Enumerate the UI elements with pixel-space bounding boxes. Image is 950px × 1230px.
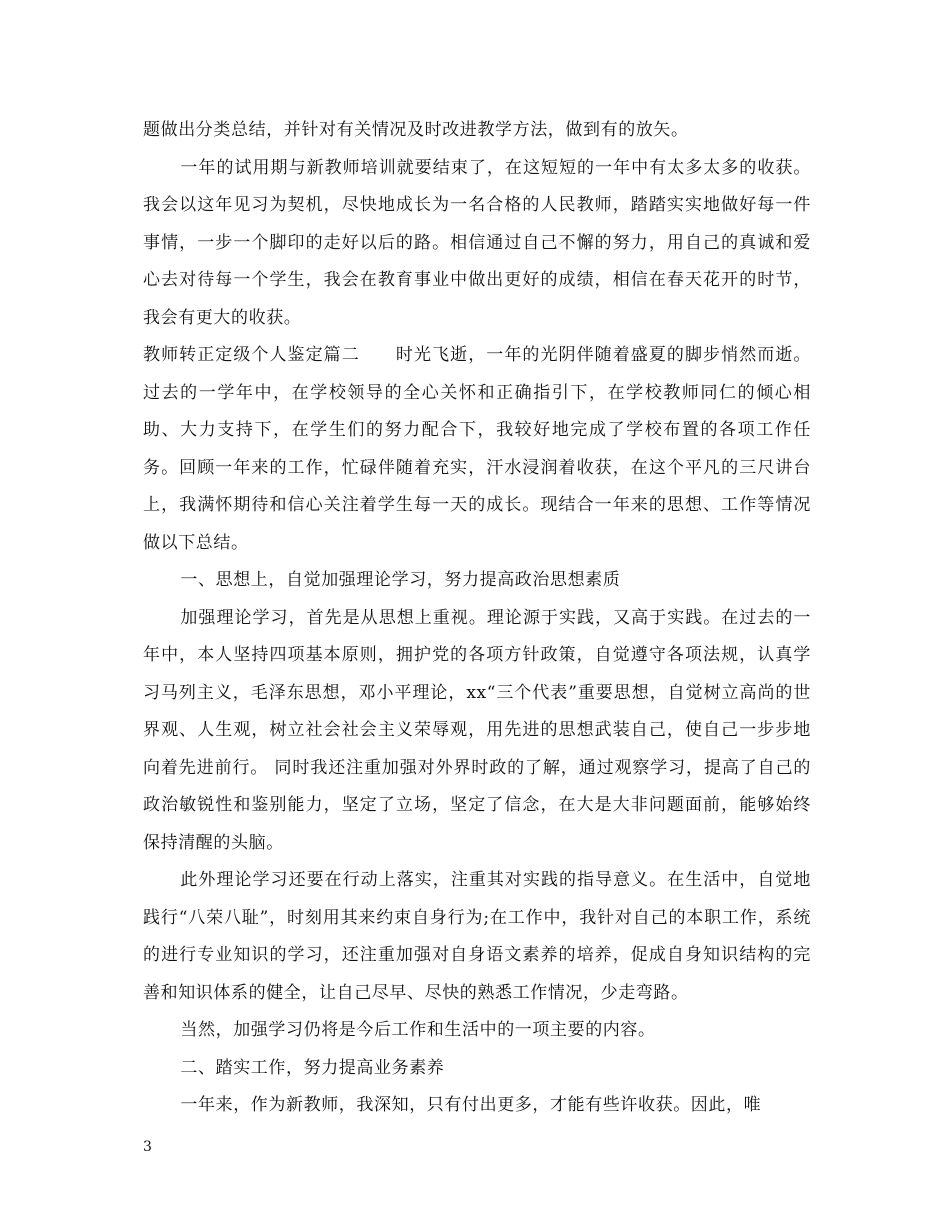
paragraph-new-teacher: 一年来，作为新教师，我深知，只有付出更多，才能有些许收获。因此，唯 (180, 1095, 762, 1115)
paragraph-continuation: 题做出分类总结，并针对有关情况及时改进教学方法，做到有的放矢。 (143, 120, 689, 140)
section-heading-work: 二、踏实工作，努力提高业务素养 (180, 1057, 445, 1078)
section-heading-ideology: 一、思想上，自觉加强理论学习，努力提高政治思想素质 (180, 570, 621, 590)
paragraph-article-two-intro: 教师转正定级个人鉴定篇二 时光飞逝，一年的光阴伴随着盛夏的脚步悄然而逝。过去的一学年中，在学校领导的全心关怀和正确指引下，在学校教师同仁的倾心相助、大力支持下，在学生们的努力配合下，我较好地完成了学校布置的各项工作任务。回顾一年来的工作，忙碌伴随着充实，汗水浸润着收获，在这个平凡的三尺讲台上，我满怀期待和信心关注着学生每一天的成长。现结合一年来的思想、工作等情况做以下总结。 (143, 345, 811, 553)
paragraph-theory-study: 加强理论学习，首先是从思想上重视。理论源于实践，又高于实践。在过去的一年中，本人坚持四项基本原则，拥护党的各项方针政策，自觉遵守各项法规，认真学习马列主义，毛泽东思想，邓小平理论，xx“三个代表”重要思想，自觉树立高尚的世界观、人生观，树立社会社会主义荣辱观，用先进的思想武装自己，使自己一步步地向着先进前行。 同时我还注重加强对外界时政的了解，通过观察学习，提高了自己的政治敏锐性和鉴别能力，坚定了立场，坚定了信念，在大是大非问题面前，能够始终保持清醒的头脑。 (143, 607, 811, 853)
paragraph-continued-learning: 当然，加强学习仍将是今后工作和生活中的一项主要的内容。 (180, 1020, 656, 1040)
page-number: 3 (143, 1139, 152, 1155)
paragraph-probation-summary: 一年的试用期与新教师培训就要结束了，在这短短的一年中有太多太多的收获。 我会以这年见习为契机，尽快地成长为一名合格的人民教师，踏踏实实地做好每一件事情，一步一个脚印的走好以后的路。相信通过自己不懈的努力，用自己的真诚和爱心去对待每一个学生，我会在教育事业中做出更好的成绩，相信在春天花开的时节，我会有更大的收获。 (143, 157, 811, 328)
document-body (143, 112, 811, 1125)
paragraph-practice: 此外理论学习还要在行动上落实，注重其对实践的指导意义。在生活中，自觉地践行“八荣八耻”，时刻用其来约束自身行为;在工作中，我针对自己的本职工作，系统的进行专业知识的学习，还注重加强对自身语文素养的培养，促成自身知识结构的完善和知识体系的健全，让自己尽早、尽快的熟悉工作情况，少走弯路。 (143, 870, 811, 1003)
